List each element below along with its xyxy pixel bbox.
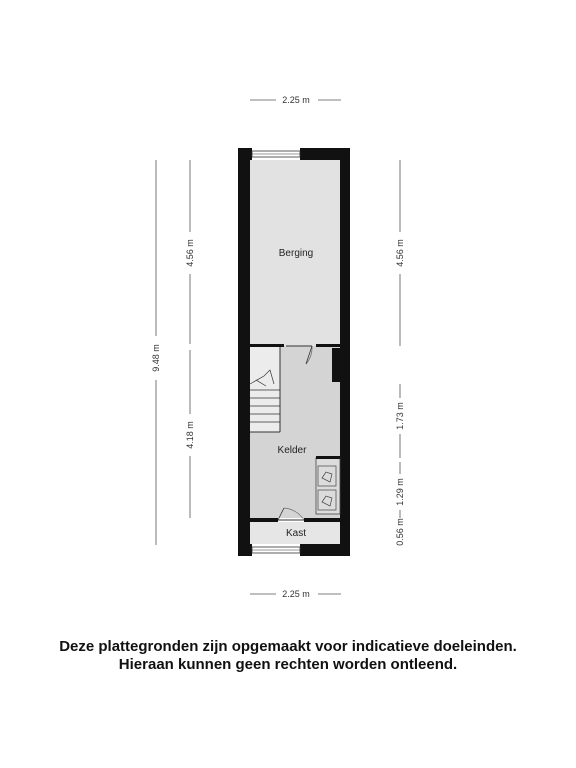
dim-label-left-upper: 4.56 m	[185, 239, 195, 267]
interior-wall-upper-right	[316, 344, 340, 347]
bottom-wall-left	[238, 544, 252, 556]
bottom-wall-right	[300, 544, 350, 556]
room-label-kast: Kast	[285, 528, 307, 539]
bottom-window	[252, 547, 300, 553]
left-outer-wall	[238, 148, 250, 556]
wall-element	[332, 348, 340, 382]
dim-label-top-width: 2.25 m	[282, 95, 310, 105]
dim-label-left-lower: 4.18 m	[185, 421, 195, 449]
room-label-kelder: Kelder	[277, 445, 307, 456]
dim-label-bottom-width: 2.25 m	[282, 589, 310, 599]
dim-label-right-lower: 1.29 m	[395, 478, 405, 506]
staircase	[250, 347, 280, 432]
dim-label-right-mid: 1.73 m	[395, 402, 405, 430]
disclaimer-line-2: Hieraan kunnen geen rechten worden ontleend.	[118, 656, 458, 673]
dim-label-right-bottom: 0.56 m	[395, 518, 405, 546]
appliance-wall	[316, 456, 340, 459]
room-label-berging: Berging	[278, 248, 314, 259]
disclaimer-line-1: Deze plattegronden zijn opgemaakt voor indicatieve doeleinden.	[59, 638, 517, 655]
interior-wall-lower-left	[250, 518, 278, 522]
dim-label-left-total: 9.48 m	[151, 344, 161, 372]
interior-wall-upper-left	[250, 344, 284, 347]
right-outer-wall	[340, 148, 350, 556]
top-window	[252, 151, 300, 157]
interior-wall-lower-right	[304, 518, 340, 522]
top-wall-left	[238, 148, 252, 160]
top-wall-right	[300, 148, 350, 160]
dim-label-right-upper: 4.56 m	[395, 239, 405, 267]
